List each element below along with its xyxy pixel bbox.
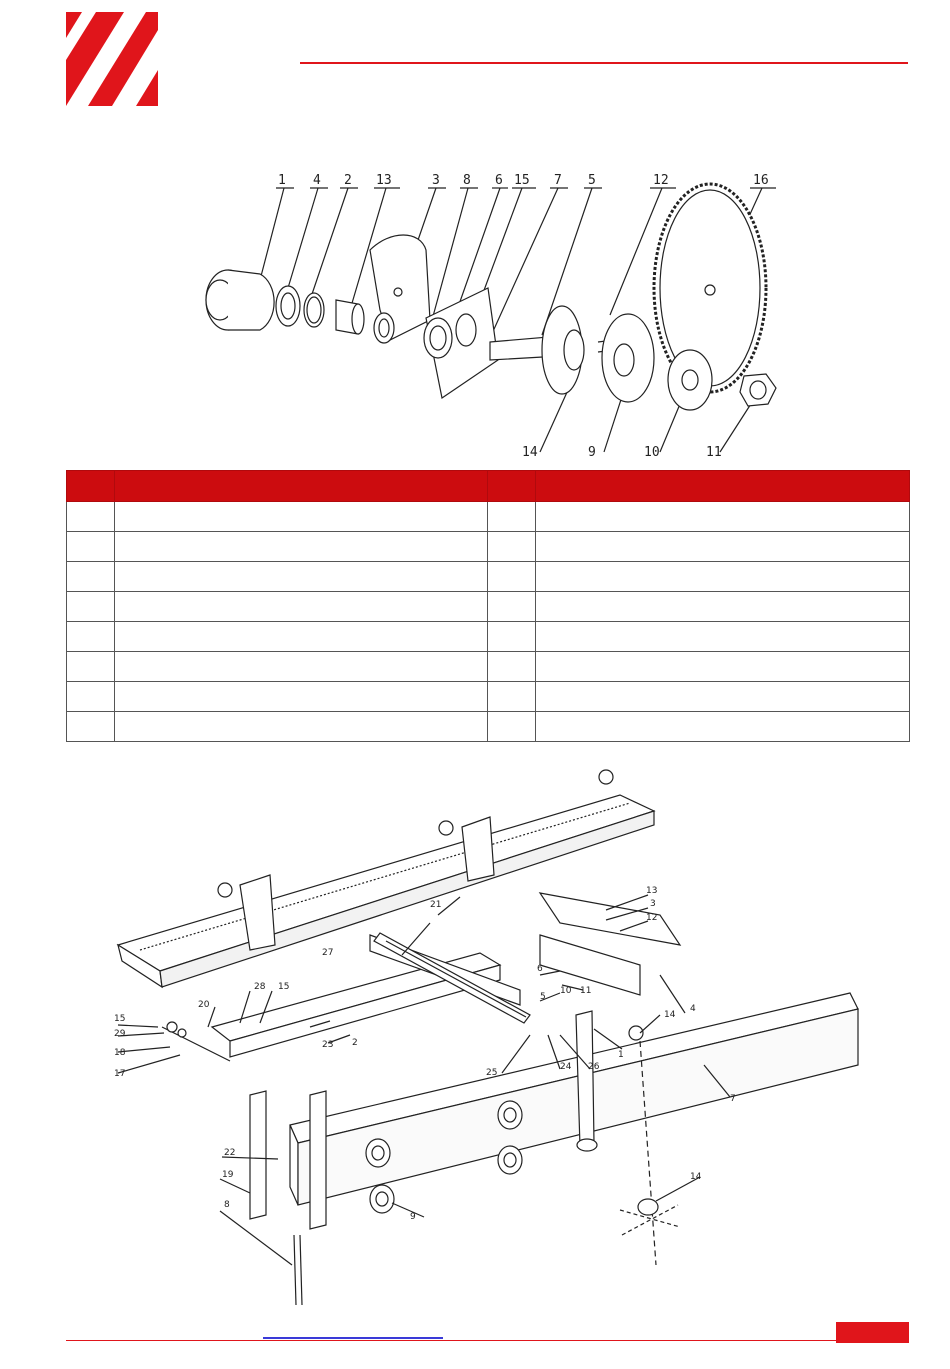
table-header-cell (488, 471, 536, 502)
table-cell (67, 652, 115, 682)
table-header-row (67, 471, 910, 502)
callout-29: 29 (114, 1029, 126, 1039)
callout-21: 21 (430, 900, 442, 910)
callout-26: 26 (588, 1062, 600, 1072)
callout-16: 16 (753, 173, 769, 188)
table-row (67, 652, 910, 682)
callout-2: 2 (352, 1038, 358, 1048)
callout-15: 15 (114, 1014, 126, 1024)
callout-12: 12 (646, 913, 658, 923)
brand-logo (66, 12, 158, 106)
table-cell (67, 592, 115, 622)
table-cell (115, 652, 488, 682)
callout-8: 8 (224, 1200, 230, 1210)
callout-27: 27 (322, 948, 334, 958)
callout-11: 11 (580, 986, 592, 996)
website-link[interactable] (263, 1337, 443, 1339)
table-cell (115, 712, 488, 742)
callout-7: 7 (730, 1094, 736, 1104)
table-cell (67, 622, 115, 652)
table-cell (536, 682, 910, 712)
table-row (67, 622, 910, 652)
page-number (836, 1322, 909, 1343)
table-cell (536, 712, 910, 742)
table-cell (488, 622, 536, 652)
callout-9: 9 (410, 1212, 416, 1222)
saw-blade-assembly-drawing (190, 170, 790, 465)
callout-1: 1 (278, 173, 286, 188)
parts-table (66, 470, 910, 742)
table-cell (536, 562, 910, 592)
callout-22: 22 (224, 1148, 236, 1158)
callout-9: 9 (588, 445, 596, 460)
callout-2: 2 (344, 173, 352, 188)
callout-14: 14 (690, 1172, 702, 1182)
callout-13: 13 (376, 173, 392, 188)
callout-6: 6 (495, 173, 503, 188)
callout-17: 17 (114, 1069, 126, 1079)
callout-1: 1 (618, 1050, 624, 1060)
table-cell (488, 592, 536, 622)
table-cell (115, 562, 488, 592)
table-cell (488, 502, 536, 532)
callout-28: 28 (254, 982, 266, 992)
table-row (67, 562, 910, 592)
callout-3: 3 (432, 173, 440, 188)
callout-25: 25 (486, 1068, 498, 1078)
callout-4: 4 (690, 1004, 696, 1014)
table-cell (488, 562, 536, 592)
table-cell (67, 682, 115, 712)
table-cell (536, 532, 910, 562)
table-row (67, 592, 910, 622)
callout-12: 12 (653, 173, 669, 188)
callout-20: 20 (198, 1000, 210, 1010)
callout-5: 5 (540, 992, 546, 1002)
table-cell (115, 592, 488, 622)
callout-10: 10 (644, 445, 660, 460)
callout-5: 5 (588, 173, 596, 188)
table-header-cell (536, 471, 910, 502)
sliding-table-frame-drawing (100, 765, 880, 1325)
table-row (67, 502, 910, 532)
callout-10: 10 (560, 986, 572, 996)
callout-15: 15 (278, 982, 290, 992)
table-cell (67, 502, 115, 532)
table-cell (536, 652, 910, 682)
callout-7: 7 (554, 173, 562, 188)
table-row (67, 712, 910, 742)
callout-18: 18 (114, 1048, 126, 1058)
table-cell (488, 652, 536, 682)
table-cell (67, 532, 115, 562)
callout-23: 23 (322, 1040, 334, 1050)
callout-24: 24 (560, 1062, 572, 1072)
table-header-cell (67, 471, 115, 502)
table-cell (488, 712, 536, 742)
table-cell (536, 502, 910, 532)
table-cell (488, 532, 536, 562)
table-cell (115, 502, 488, 532)
table-cell (115, 532, 488, 562)
table-cell (67, 712, 115, 742)
table-cell (536, 592, 910, 622)
table-cell (115, 622, 488, 652)
callout-15: 15 (514, 173, 530, 188)
callout-14: 14 (664, 1010, 676, 1020)
table-cell (67, 562, 115, 592)
callout-11: 11 (706, 445, 722, 460)
callout-13: 13 (646, 886, 658, 896)
table-row (67, 532, 910, 562)
callout-19: 19 (222, 1170, 234, 1180)
table-row (67, 682, 910, 712)
callout-6: 6 (537, 964, 543, 974)
table-cell (536, 622, 910, 652)
callout-8: 8 (463, 173, 471, 188)
header-rule (300, 62, 908, 64)
table-cell (115, 682, 488, 712)
footer-rule (66, 1340, 836, 1341)
table-cell (488, 682, 536, 712)
table-header-cell (115, 471, 488, 502)
callout-4: 4 (313, 173, 321, 188)
callout-14: 14 (522, 445, 538, 460)
callout-3: 3 (650, 899, 656, 909)
